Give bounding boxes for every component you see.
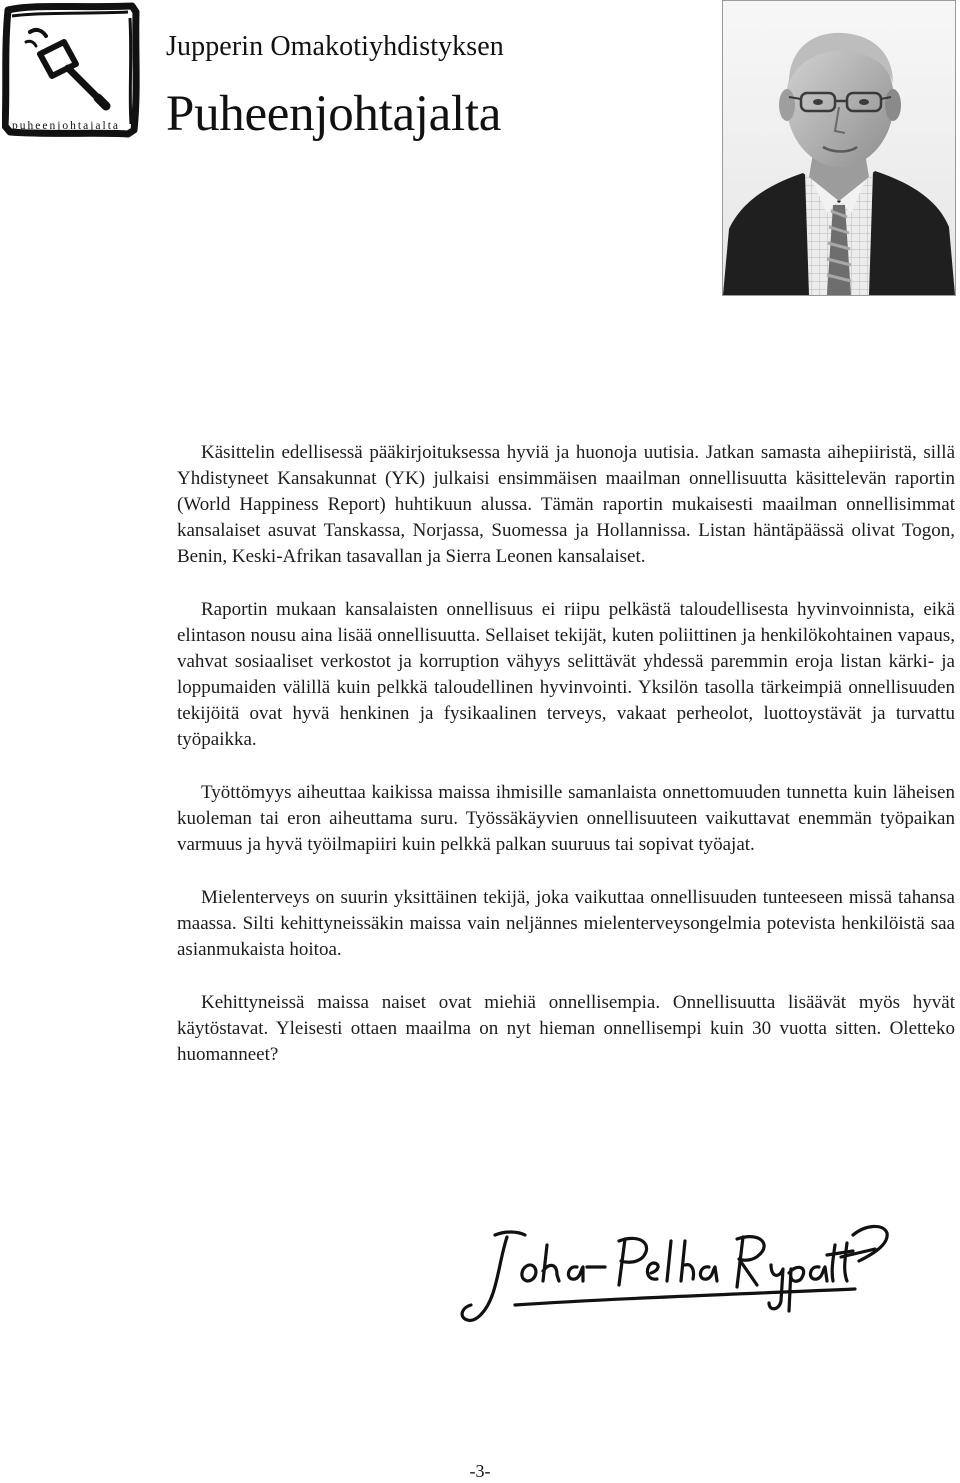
article-paragraph: Työttömyys aiheuttaa kaikissa maissa ihmisille samanlaista onnettomuuden tunnetta kuin läheisen kuoleman tai eron aiheuttama suru. Työssäkäyvien onnellisuuteen vaikuttavat enemmän työpaikan varmuus ja hyvä työilmapiiri kuin pelkkä palkan suuruus tai sopivat työajat. <box>177 782 955 855</box>
logo <box>2 2 140 138</box>
article-paragraph: Mielenterveys on suurin yksittäinen tekijä, joka vaikuttaa onnellisuuden tunteeseen missä tahansa maassa. Silti kehittyneissäkin maissa vain neljännes mielenterveysongelmia potevista henkilöistä saa asianmukaista hoitoa. <box>177 887 955 960</box>
article-paragraph: Käsittelin edellisessä pääkirjoituksessa hyviä ja huonoja uutisia. Jatkan samasta aihepiiristä, sillä Yhdistyneet Kansakunnat (YK) julkaisi ensimmäisen maailman onnellisuutta käsittelevän raportin (World Happiness Report) huhtikuun alussa. Tämän raportin mukaisesti maailman onnellisimmat kansalaiset asuvat Tanskassa, Norjassa, Suomessa ja Hollannissa. Listan häntäpäässä olivat Togon, Benin, Keski-Afrikan tasavallan ja Sierra Leonen kansalaiset. <box>177 442 955 567</box>
signature-icon <box>455 1215 895 1335</box>
organization-name: Jupperin Omakotiyhdistyksen <box>166 31 504 62</box>
article-paragraph: Kehittyneissä maissa naiset ovat miehiä onnellisempia. Onnellisuutta lisäävät myös hyvät käytöstavat. Yleisesti ottaen maailma on nyt hieman onnellisempi kuin 30 vuotta sitten. Oletteko huomanneet? <box>177 992 955 1065</box>
portrait-photo-icon <box>723 1 955 295</box>
gavel-icon <box>2 2 140 138</box>
page-title: Puheenjohtajalta <box>166 86 502 142</box>
handwritten-signature <box>455 1215 895 1335</box>
logo-caption: puheenjohtajalta <box>12 120 120 132</box>
article-body <box>177 440 955 1095</box>
portrait-photo <box>722 0 956 296</box>
article-paragraph: Raportin mukaan kansalaisten onnellisuus ei riipu pelkästä taloudellisesta hyvinvoinnista, eikä elintason nousu aina lisää onnellisuutta. Sellaiset tekijät, kuten poliittinen ja henkilökohtainen vapaus, vahvat sosiaaliset verkostot ja korruption vähyys selittävät yhdessä paremmin eroja listan kärki- ja loppumaiden välillä kuin pelkkä taloudellinen hyvinvointi. Yksilön tasolla tärkeimpiä onnellisuuden tekijöitä ovat hyvä henkinen ja fysikaalinen terveys, vakaat perheolot, luottoystävät ja turvattu työpaikka. <box>177 599 955 750</box>
page-number: -3- <box>469 1461 491 1481</box>
